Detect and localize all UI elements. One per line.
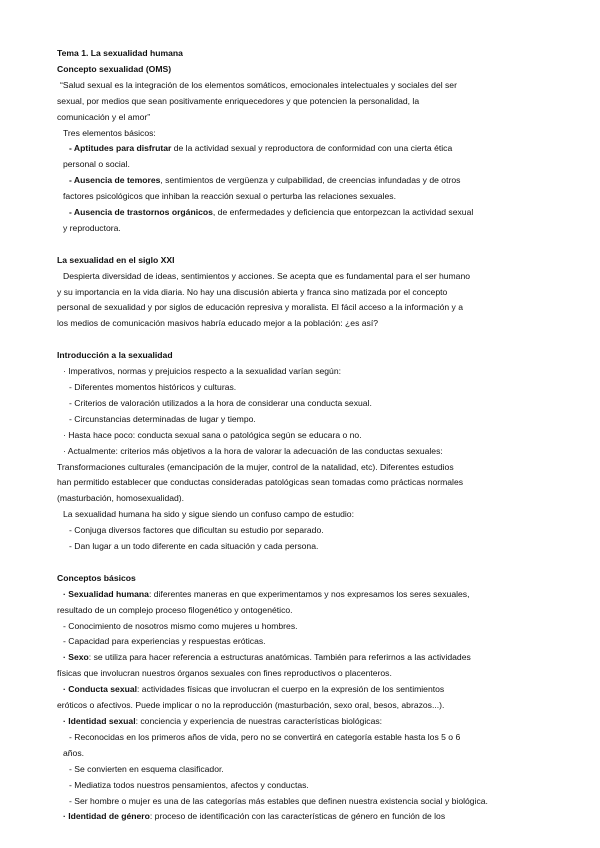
definition: de la actividad sexual y reproductora de conformidad con una cierta ética bbox=[171, 143, 453, 154]
paragraph-line: personal de sexualidad y por siglos de educación represiva y moralista. El fácil acceso a la información y a bbox=[57, 302, 464, 313]
term: · Identidad sexual bbox=[63, 716, 136, 727]
term: · Sexualidad humana bbox=[63, 588, 149, 599]
list-item bbox=[57, 682, 547, 698]
list-item: - Diferentes momentos históricos y culturas. bbox=[69, 382, 237, 392]
definition: : actividades físicas que involucran el cuerpo en la expresión de los sentimientos bbox=[137, 684, 445, 695]
list-item: · Hasta hace poco: conducta sexual sana o patológica según se educara o no. bbox=[63, 429, 362, 440]
list-item: - Mediatiza todos nuestros pensamientos, afectos y conductas. bbox=[69, 779, 309, 790]
list-item: - Criterios de valoración utilizados a la hora de considerar una conducta sexual. bbox=[69, 397, 372, 408]
paragraph-line: Transformaciones culturales (emancipación de la mujer, control de la natalidad, etc). Diferentes estudios bbox=[57, 461, 454, 472]
section-heading-introduccion: Introducción a la sexualidad bbox=[57, 350, 173, 361]
definition: : se utiliza para hacer referencia a estructuras anatómicas. También para referirnos a las actividades bbox=[88, 652, 471, 663]
list-item: · Actualmente: criterios más objetivos a la hora de valorar la adecuación de las conductas sexuales: bbox=[63, 445, 443, 456]
list-item-continuation: y reproductora. bbox=[63, 222, 121, 233]
list-item: - Ser hombre o mujer es una de las categorías más estables que definen nuestra existencia social y biológica. bbox=[69, 795, 488, 806]
list-item: - Conjuga diversos factores que dificultan su estudio por separado. bbox=[69, 525, 324, 536]
quote-line: sexual, por medios que sean positivamente enriquecedores y que potencien la personalidad, la bbox=[57, 95, 420, 106]
definition: , de enfermedades y deficiencia que entorpezcan la actividad sexual bbox=[212, 207, 474, 218]
quote-line: comunicación y el amor” bbox=[57, 111, 151, 122]
paragraph-line: Tres elementos básicos: bbox=[63, 127, 156, 138]
list-item-continuation: años. bbox=[63, 747, 85, 758]
list-item-continuation: físicas que involucran nuestros órganos sexuales con fines reproductivos o placenteros. bbox=[57, 668, 392, 679]
list-item bbox=[57, 714, 547, 730]
spacer bbox=[57, 332, 547, 348]
list-item bbox=[57, 173, 547, 189]
list-item-continuation: factores psicológicos que inhiban la reacción sexual o perturba las relaciones sexuales. bbox=[63, 191, 396, 202]
list-item: - Capacidad para experiencias y respuestas eróticas. bbox=[63, 636, 266, 647]
section-heading-siglo-xxi: La sexualidad en el siglo XXI bbox=[57, 254, 175, 265]
definition: , sentimientos de vergüenza y culpabilidad, de creencias infundadas y de otros bbox=[160, 175, 461, 186]
term: - Aptitudes para disfrutar bbox=[69, 143, 172, 154]
list-item bbox=[57, 650, 547, 666]
list-item: - Conocimiento de nosotros mismo como mujeres u hombres. bbox=[63, 620, 298, 631]
spacer bbox=[57, 237, 547, 253]
section-heading-oms: Concepto sexualidad (OMS) bbox=[57, 63, 172, 74]
quote-line: “Salud sexual es la integración de los elementos somáticos, emocionales intelectuales y sociales del ser bbox=[60, 79, 457, 90]
term: · Sexo bbox=[63, 652, 89, 663]
list-item bbox=[57, 141, 547, 157]
list-item bbox=[57, 205, 547, 221]
paragraph-line: y su importancia en la vida diaria. No hay una discusión abierta y franca sino matizada por el concepto bbox=[57, 286, 448, 297]
page-title: Tema 1. La sexualidad humana bbox=[57, 48, 183, 58]
term: · Conducta sexual bbox=[63, 684, 138, 695]
term: · Identidad de género bbox=[63, 811, 150, 822]
list-item-continuation: personal o social. bbox=[63, 159, 130, 170]
term: - Ausencia de trastornos orgánicos bbox=[69, 207, 213, 218]
document-body bbox=[57, 46, 547, 825]
definition: : conciencia y experiencia de nuestras características biológicas: bbox=[135, 716, 383, 727]
paragraph-line: La sexualidad humana ha sido y sigue siendo un confuso campo de estudio: bbox=[63, 509, 354, 520]
paragraph-line: han permitido establecer que conductas consideradas patológicas sean tomadas como prácticas normales bbox=[57, 477, 464, 488]
term: - Ausencia de temores bbox=[69, 175, 161, 186]
spacer bbox=[57, 555, 547, 571]
paragraph-line: Despierta diversidad de ideas, sentimientos y acciones. Se acepta que es fundamental para el ser humano bbox=[63, 270, 471, 281]
list-item bbox=[57, 809, 547, 825]
list-item: · Imperativos, normas y prejuicios respecto a la sexualidad varían según: bbox=[63, 366, 342, 377]
paragraph-line: los medios de comunicación masivos habría educado mejor a la población: ¿es así? bbox=[57, 318, 379, 329]
list-item: - Reconocidas en los primeros años de vida, pero no se convertirá en categoría estable hasta los 5 o 6 bbox=[69, 731, 461, 742]
section-heading-conceptos: Conceptos básicos bbox=[57, 572, 136, 583]
list-item bbox=[57, 587, 547, 603]
list-item-continuation: eróticos o afectivos. Puede implicar o no la reproducción (masturbación, sexo oral, besos, abrazos...). bbox=[57, 700, 445, 711]
paragraph-line: (masturbación, homosexualidad). bbox=[57, 493, 185, 504]
list-item: - Circunstancias determinadas de lugar y tiempo. bbox=[69, 413, 256, 424]
list-item: - Dan lugar a un todo diferente en cada situación y cada persona. bbox=[69, 541, 319, 552]
definition: : proceso de identificación con las características de género en función de los bbox=[149, 811, 446, 822]
list-item: - Se convierten en esquema clasificador. bbox=[69, 763, 224, 774]
list-item-continuation: resultado de un complejo proceso filogenético y ontogenético. bbox=[57, 604, 293, 615]
definition: : diferentes maneras en que experimentamos y nos expresamos los seres sexuales, bbox=[148, 588, 470, 599]
